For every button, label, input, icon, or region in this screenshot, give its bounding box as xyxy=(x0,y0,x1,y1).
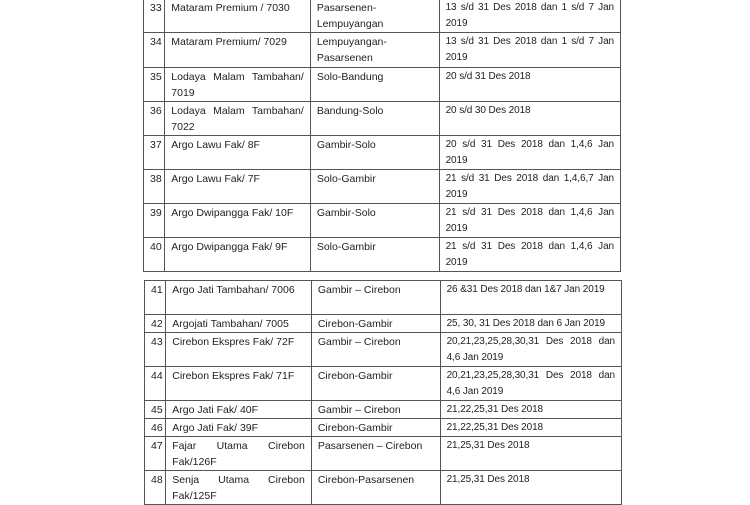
table-row xyxy=(144,0,621,33)
train-schedule-table-2 xyxy=(144,280,622,505)
row-number: 40 xyxy=(144,238,165,272)
table-row xyxy=(144,136,621,170)
dates: 20,21,23,25,28,30,31 Des 2018 dan 4,6 Jan 2019 xyxy=(440,333,621,367)
table-row xyxy=(144,238,621,272)
table-row xyxy=(145,401,622,419)
dates: 21,22,25,31 Des 2018 xyxy=(440,419,621,437)
table-row xyxy=(145,315,622,333)
dates: 21,22,25,31 Des 2018 xyxy=(440,401,621,419)
row-number: 38 xyxy=(144,170,165,204)
dates: 21 s/d 31 Des 2018 dan 1,4,6,7 Jan 2019 xyxy=(439,170,620,204)
train-name: Argojati Tambahan/ 7005 xyxy=(166,315,312,333)
train-name: Mataram Premium / 7030 xyxy=(165,0,311,33)
row-number: 33 xyxy=(144,0,165,33)
dates: 21 s/d 31 Des 2018 dan 1,4,6 Jan 2019 xyxy=(439,238,620,272)
train-name: Fajar Utama Cirebon Fak/126F xyxy=(166,437,312,471)
train-name: Argo Lawu Fak/ 7F xyxy=(165,170,311,204)
row-number: 35 xyxy=(144,68,165,102)
train-name: Argo Dwipangga Fak/ 10F xyxy=(165,204,311,238)
row-number: 45 xyxy=(145,401,166,419)
row-number: 41 xyxy=(145,281,166,315)
dates: 20 s/d 30 Des 2018 xyxy=(439,102,620,136)
table-row xyxy=(144,204,621,238)
route: Pasarsenen – Cirebon xyxy=(311,437,440,471)
row-number: 48 xyxy=(145,471,166,505)
row-number: 46 xyxy=(145,419,166,437)
row-number: 43 xyxy=(145,333,166,367)
route: Solo-Gambir xyxy=(310,170,439,204)
row-number: 44 xyxy=(145,367,166,401)
dates: 21,25,31 Des 2018 xyxy=(440,471,621,505)
dates: 21,25,31 Des 2018 xyxy=(440,437,621,471)
route: Bandung-Solo xyxy=(310,102,439,136)
table-row xyxy=(145,333,622,367)
row-number: 37 xyxy=(144,136,165,170)
dates: 13 s/d 31 Des 2018 dan 1 s/d 7 Jan 2019 xyxy=(439,0,620,33)
train-name: Argo Lawu Fak/ 8F xyxy=(165,136,311,170)
route: Gambir – Cirebon xyxy=(311,401,440,419)
table-row xyxy=(144,102,621,136)
row-number: 36 xyxy=(144,102,165,136)
dates: 13 s/d 31 Des 2018 dan 1 s/d 7 Jan 2019 xyxy=(439,33,620,68)
row-number: 47 xyxy=(145,437,166,471)
row-number: 42 xyxy=(145,315,166,333)
route: Gambir-Solo xyxy=(310,204,439,238)
train-name: Argo Jati Fak/ 39F xyxy=(166,419,312,437)
dates: 20,21,23,25,28,30,31 Des 2018 dan 4,6 Jan 2019 xyxy=(440,367,621,401)
table-row xyxy=(145,367,622,401)
table-row xyxy=(144,33,621,68)
table-row xyxy=(145,471,622,505)
dates: 20 s/d 31 Des 2018 xyxy=(439,68,620,102)
table-row xyxy=(144,170,621,204)
row-number: 39 xyxy=(144,204,165,238)
route: Pasarsenen-Lempuyangan xyxy=(310,0,439,33)
table-row xyxy=(145,437,622,471)
table-row xyxy=(145,419,622,437)
train-name: Cirebon Ekspres Fak/ 71F xyxy=(166,367,312,401)
route: Solo-Gambir xyxy=(310,238,439,272)
dates: 20 s/d 31 Des 2018 dan 1,4,6 Jan 2019 xyxy=(439,136,620,170)
route: Solo-Bandung xyxy=(310,68,439,102)
route: Gambir – Cirebon xyxy=(311,333,440,367)
route: Cirebon-Gambir xyxy=(311,367,440,401)
route: Gambir – Cirebon xyxy=(311,281,440,315)
train-name: Senja Utama Cirebon Fak/125F xyxy=(166,471,312,505)
train-name: Mataram Premium/ 7029 xyxy=(165,33,311,68)
train-name: Argo Jati Fak/ 40F xyxy=(166,401,312,419)
train-name: Lodaya Malam Tambahan/ 7019 xyxy=(165,68,311,102)
table-row xyxy=(145,281,622,315)
dates: 21 s/d 31 Des 2018 dan 1,4,6 Jan 2019 xyxy=(439,204,620,238)
route: Cirebon-Gambir xyxy=(311,315,440,333)
route: Cirebon-Pasarsenen xyxy=(311,471,440,505)
train-name: Argo Dwipangga Fak/ 9F xyxy=(165,238,311,272)
train-name: Lodaya Malam Tambahan/ 7022 xyxy=(165,102,311,136)
train-schedule-table-1 xyxy=(143,0,621,272)
route: Lempuyangan-Pasarsenen xyxy=(310,33,439,68)
train-name: Argo Jati Tambahan/ 7006 xyxy=(166,281,312,315)
row-number: 34 xyxy=(144,33,165,68)
train-name: Cirebon Ekspres Fak/ 72F xyxy=(166,333,312,367)
dates: 25, 30, 31 Des 2018 dan 6 Jan 2019 xyxy=(440,315,621,333)
route: Cirebon-Gambir xyxy=(311,419,440,437)
table-row xyxy=(144,68,621,102)
route: Gambir-Solo xyxy=(310,136,439,170)
dates: 26 &31 Des 2018 dan 1&7 Jan 2019 xyxy=(440,281,621,315)
